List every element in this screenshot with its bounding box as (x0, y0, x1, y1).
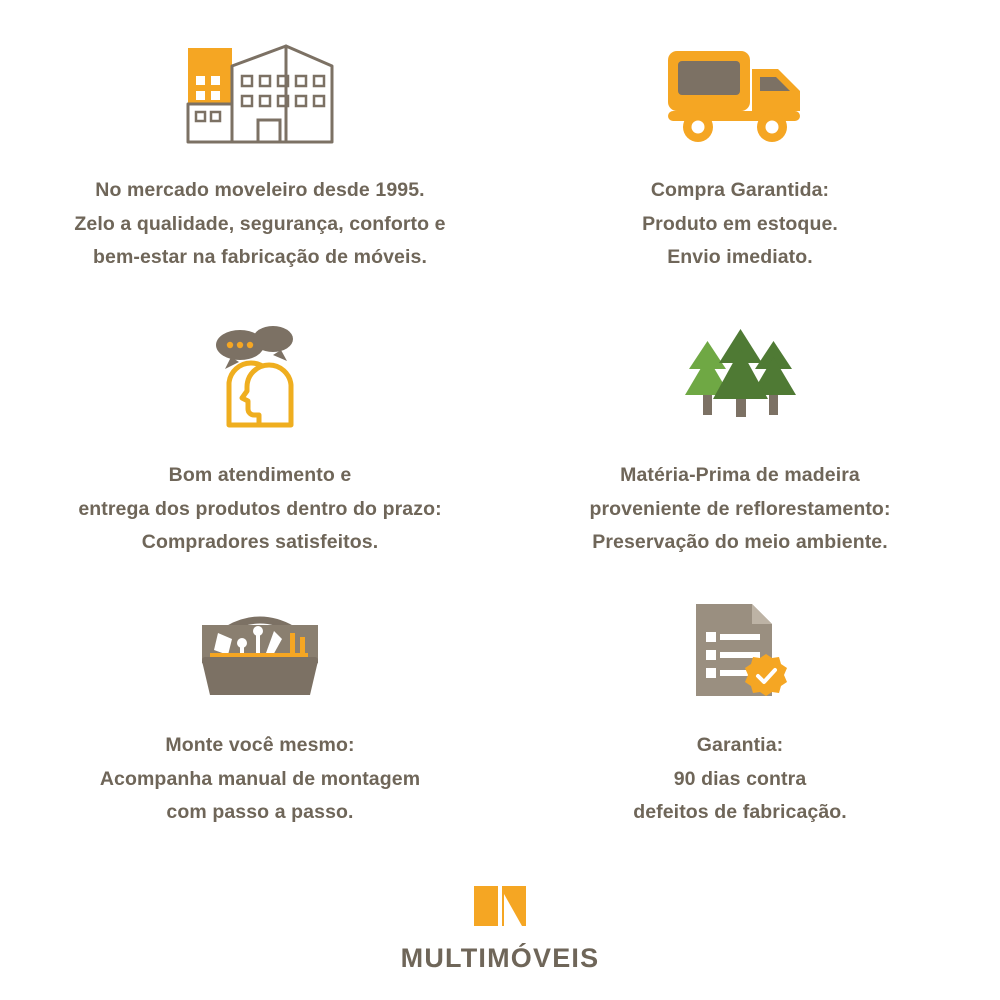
factory-building-icon (180, 30, 340, 160)
caption-line: entrega dos produtos dentro do prazo: (78, 497, 442, 520)
caption-line: bem-estar na fabricação de móveis. (93, 246, 427, 269)
caption-line: Envio imediato. (667, 246, 813, 269)
caption-line: Produto em estoque. (642, 212, 838, 235)
features-grid (20, 30, 980, 840)
toolbox-icon (180, 590, 340, 715)
feature-item-6 (500, 590, 980, 840)
feature-item-5 (20, 590, 500, 840)
caption-line: Monte você mesmo: (165, 734, 355, 756)
feature-item-1 (20, 30, 500, 310)
feature-item-2 (500, 30, 980, 310)
caption-line: Zelo a qualidade, segurança, conforto e (74, 212, 446, 235)
caption-line: Garantia: (696, 734, 784, 756)
feature-caption (78, 459, 441, 560)
caption-line: defeitos de fabricação. (633, 801, 847, 824)
caption-line: Compra Garantida: (650, 179, 830, 201)
delivery-truck-icon (660, 30, 820, 160)
feature-item-4 (500, 310, 980, 590)
caption-line: Matéria-Prima de madeira (620, 464, 860, 486)
two-people-talking-icon (185, 310, 335, 445)
feature-item-3 (20, 310, 500, 590)
caption-line: com passo a passo. (166, 801, 354, 824)
feature-caption (633, 729, 847, 830)
pine-trees-icon (670, 310, 810, 445)
multimoveis-logo-mark (460, 882, 540, 935)
feature-caption (100, 729, 420, 830)
caption-line: No mercado moveleiro desde 1995. (95, 179, 425, 201)
feature-caption (589, 459, 890, 560)
caption-line: proveniente de reflorestamento: (589, 497, 891, 520)
caption-line: Compradores satisfeitos. (141, 531, 379, 554)
caption-line: Bom atendimento e (168, 464, 352, 486)
caption-line: Preservação do meio ambiente. (592, 531, 888, 554)
certified-document-icon (680, 590, 800, 715)
caption-line: 90 dias contra (673, 767, 807, 790)
feature-caption (642, 174, 838, 275)
brand-footer (20, 882, 980, 1000)
brand-name: MULTIMÓVEIS (400, 943, 600, 973)
caption-line: Acompanha manual de montagem (99, 767, 421, 790)
feature-caption (74, 174, 445, 275)
